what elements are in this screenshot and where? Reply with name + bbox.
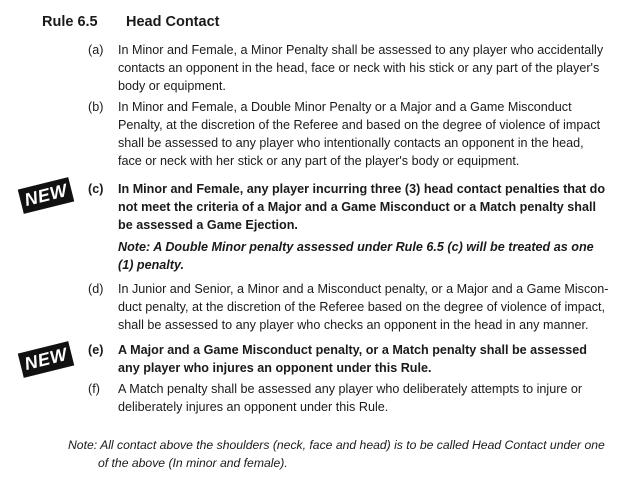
clause-a-line: In Minor and Female, a Minor Penalty shall be assessed to any player who accidentally <box>118 43 604 57</box>
rule-title: Head Contact <box>126 14 220 30</box>
clause-a <box>118 41 610 95</box>
clause-d-line: shall be assessed to any player who checks an opponent in the head in any manner. <box>118 318 589 332</box>
clause-a-line: contacts an opponent in the head, face or neck with his stick or any part of the player's <box>118 61 600 75</box>
clause-d <box>118 280 610 334</box>
footer-note-line: Note: All contact above the shoulders (neck, face and head) is to be called Head Contact under one <box>68 438 605 452</box>
clause-c-note <box>118 238 610 274</box>
clause-c-label: (c) <box>88 182 104 196</box>
footer-note <box>68 436 616 472</box>
clause-b-line: shall be assessed to any player who intentionally contacts an opponent in the head, <box>118 136 584 150</box>
clause-d-line: duct penalty, at the discretion of the Referee based on the degree of violence of impact, <box>118 300 606 314</box>
clause-c-line: not meet the criteria of a Major and a Game Misconduct or a Match penalty shall <box>118 200 596 214</box>
clause-c-note-line: (1) penalty. <box>118 258 185 272</box>
clause-d-label: (d) <box>88 282 104 296</box>
rule-heading <box>42 13 219 31</box>
footer-note-line: of the above (In minor and female). <box>98 456 288 470</box>
clause-c-line: In Minor and Female, any player incurring three (3) head contact penalties that do <box>118 182 606 196</box>
clause-f <box>118 380 610 416</box>
clause-b-line: Penalty, at the discretion of the Referee and based on the degree of violence of impact <box>118 118 601 132</box>
clause-f-label: (f) <box>88 382 100 396</box>
clause-f-line: A Match penalty shall be assessed any player who deliberately attempts to injure or <box>118 382 583 396</box>
clause-e-label: (e) <box>88 343 104 357</box>
clause-b-line: face or neck with her stick or any part of the player's body or equipment. <box>118 154 520 168</box>
clause-d-line: In Junior and Senior, a Minor and a Misconduct penalty, or a Major and a Game Miscon- <box>118 282 609 296</box>
new-badge: NEW <box>18 177 75 214</box>
clause-c-line: be assessed a Game Ejection. <box>118 218 298 232</box>
clause-c-note-line: Note: A Double Minor penalty assessed under Rule 6.5 (c) will be treated as one <box>118 240 594 254</box>
clause-f-line: deliberately injures an opponent under this Rule. <box>118 400 389 414</box>
clause-c <box>118 180 610 234</box>
clause-b-line: In Minor and Female, a Double Minor Penalty or a Major and a Game Misconduct <box>118 100 572 114</box>
clause-e <box>118 341 610 377</box>
clause-b <box>118 98 610 170</box>
clause-e-line: A Major and a Game Misconduct penalty, or a Match penalty shall be assessed <box>118 343 587 357</box>
clause-a-label: (a) <box>88 43 104 57</box>
clause-e-line: any player who injures an opponent under this Rule. <box>118 361 432 375</box>
new-badge: NEW <box>18 341 75 378</box>
clause-a-line: body or equipment. <box>118 79 226 93</box>
rule-number: Rule 6.5 <box>42 14 98 30</box>
clause-b-label: (b) <box>88 100 104 114</box>
